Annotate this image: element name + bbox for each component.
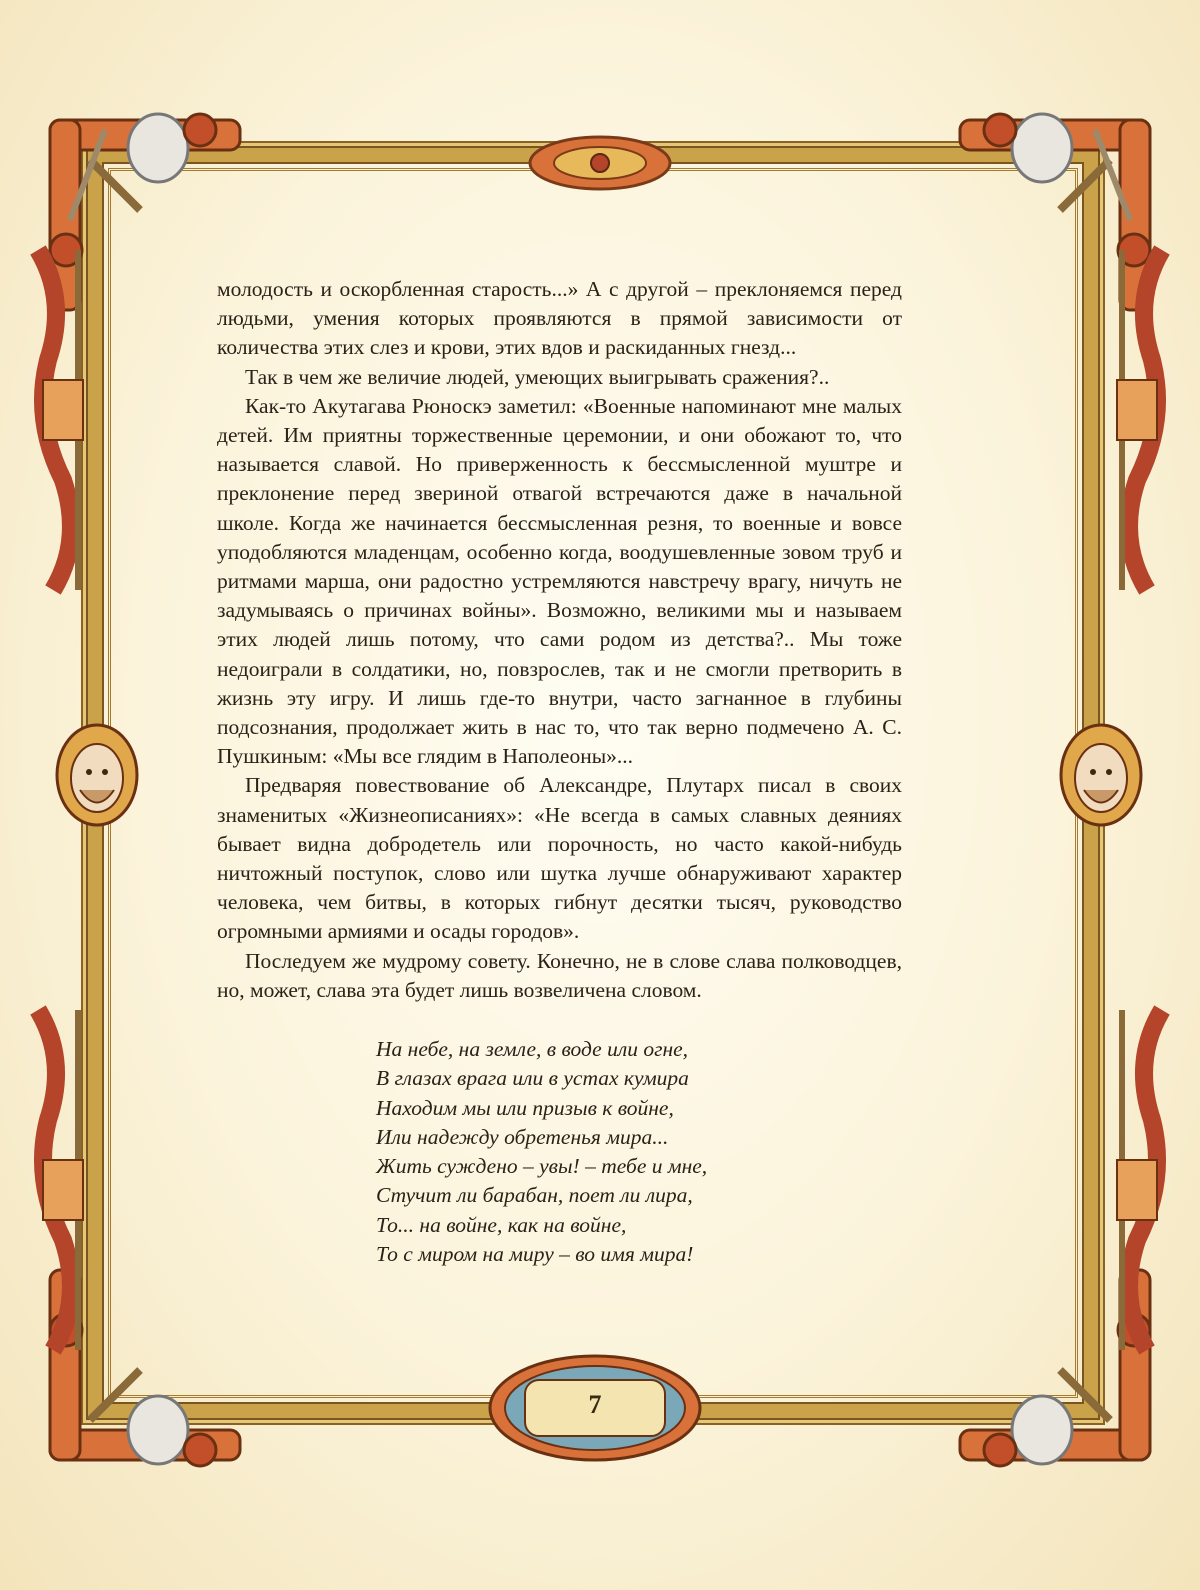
poem-line: Находим мы или призыв к войне, — [376, 1095, 674, 1120]
drapery-ornament-icon — [28, 240, 108, 600]
paragraph: Последуем же мудрому совету. Конечно, не в слове слава полководцев, но, может, слава эта будет лишь возвеличена словом. — [217, 948, 902, 1002]
poem — [376, 1035, 896, 1269]
paragraph: Как-то Акутагава Рюноскэ заметил: «Военные напоминают мне малых детей. Им приятны торжественные церемонии, и они обожают то, что называется славой. Но приверженность к бессмысленной муштре и преклонение перед звериной отвагой встречаются даже в начальной школе. Когда же начинается бессмысленная резня, то военные и вовсе уподобляются младенцам, особенно когда, воодушевленные зовом труб и ритмами марша, они радостно устремляются навстречу врагу, ничуть не задумываясь о причинах войны». Возможно, великими мы и называем этих людей лишь потому, что сами родом из детства?.. Мы тоже недоиграли в солдатики, но, повзрослев, так и не смогли претворить в жизнь эту игру. И лишь где-то внутри, часто загнанное в глубины подсознания, продолжает жить в нас то, что так верно подмечено А. С. Пушкиным: «Мы все глядим в Наполеоны»... — [217, 393, 902, 769]
poem-line: То... на войне, как на войне, — [376, 1212, 627, 1237]
medallion-portrait-icon — [52, 720, 142, 830]
poem-line: На небе, на земле, в воде или огне, — [376, 1037, 689, 1061]
drapery-ornament-icon — [1092, 240, 1172, 600]
drapery-ornament-icon — [1092, 1000, 1172, 1360]
poem-line: Или надежду обретенья мира... — [376, 1124, 669, 1149]
paragraph: Так в чем же величие людей, умеющих выигрывать сражения?.. — [245, 364, 830, 389]
paragraph: молодость и оскорбленная старость...» А с другой – преклоняемся перед людьми, умения которых проявляются в прямой зависимости от количества этих слез и крови, этих вдов и раскиданных гнезд... — [217, 277, 902, 360]
medallion-portrait-icon — [1056, 720, 1146, 830]
page-number: 7 — [588, 1390, 602, 1419]
top-ornament-icon — [520, 128, 680, 198]
body-text — [217, 275, 902, 1005]
poem-line: Жить суждено – увы! – тебе и мне, — [376, 1154, 708, 1179]
paragraph: Предваряя повествование об Александре, Плутарх писал в своих знаменитых «Жизнеописаниях»: «Не всегда в самых славных деяниях бывает видна добродетель или порочность, но часто какой-нибудь ничтожный поступок, слово или шутка лучше обнаруживают характер человека, чем битвы, в которых гибнут десятки тысяч, руководство огромными армиями и осады городов». — [217, 773, 902, 944]
poem-line: То с миром на миру – во имя мира! — [376, 1242, 694, 1267]
poem-line: В глазах врага или в устах кумира — [376, 1066, 689, 1091]
drapery-ornament-icon — [28, 1000, 108, 1360]
poem-line: Стучит ли барабан, поет ли лира, — [376, 1183, 693, 1208]
